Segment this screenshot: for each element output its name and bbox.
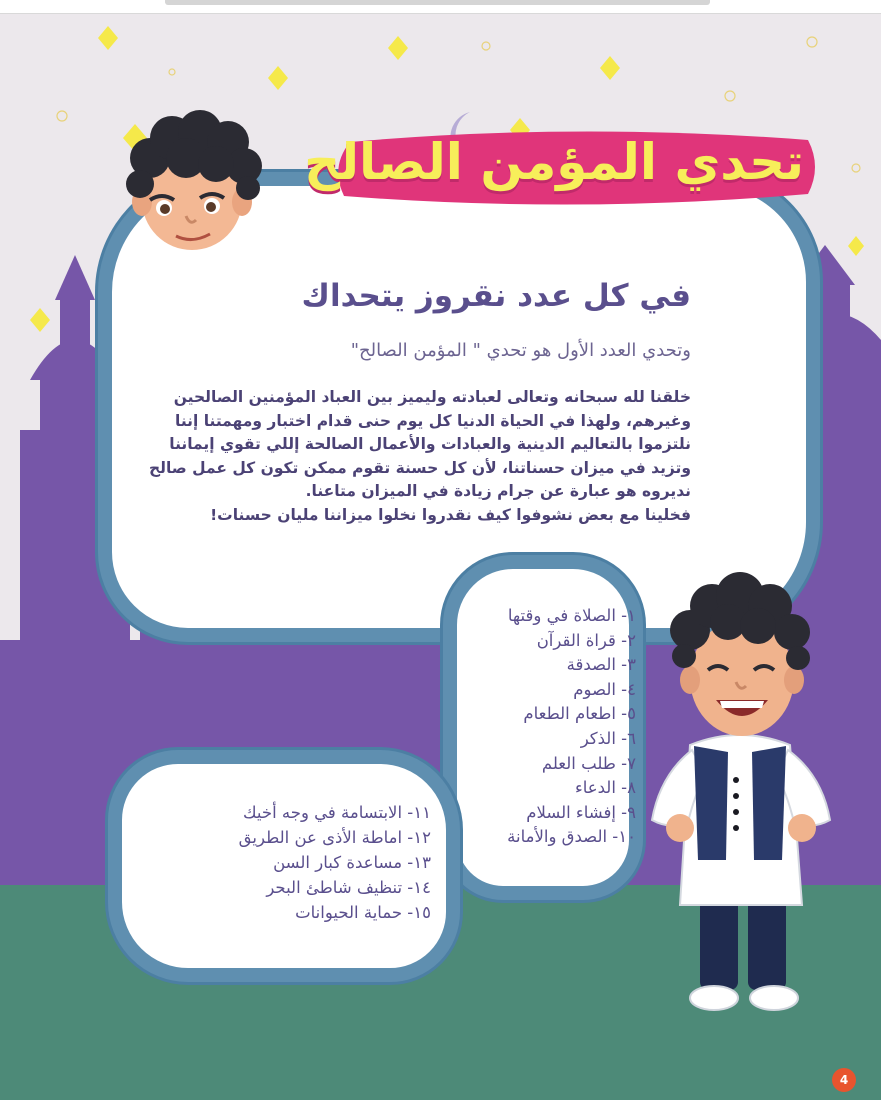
list-item: ١٤- تنظيف شاطئ البحر — [266, 878, 431, 897]
paragraph-line: نلتزموا بالتعاليم الدينية والعبادات والأعمال الصالحة إللي تقوي إيماننا — [169, 435, 691, 453]
boy-character-illustration — [640, 560, 840, 1015]
list-item: ٦- الذكر — [580, 728, 636, 748]
good-deeds-list-two — [239, 800, 431, 925]
intro-paragraph — [148, 386, 691, 527]
challenge-subheading: وتحدي العدد الأول هو تحدي " المؤمن الصالح" — [350, 340, 691, 361]
list-item: ١- الصلاة في وقتها — [507, 606, 636, 625]
good-deeds-list-one — [507, 604, 636, 850]
paragraph-line: فخلينا مع بعض نشوفوا كيف نقدروا نخلوا ميزاننا مليان حسنات! — [210, 505, 691, 524]
list-item: ١١- الابتسامة في وجه أخيك — [243, 803, 431, 822]
list-item: ٩- إفشاء السلام — [526, 802, 636, 822]
title-banner — [304, 122, 820, 212]
paragraph-line: نديروه هو عبارة عن جرام زيادة في الميزان متاعنا. — [305, 482, 691, 500]
list-item: ١٣- مساعدة كبار السن — [273, 853, 431, 872]
list-item: ٤- الصوم — [573, 679, 636, 699]
paragraph-line: وغيرهم، ولهذا في الحياة الدنيا كل يوم حنى قدام اختبار ومهمتنا إننا — [175, 411, 691, 430]
boy-head-illustration — [120, 108, 270, 258]
paragraph-line: خلقنا لله سبحانه وتعالى لعبادته وليميز بين العباد المؤمنين الصالحين — [173, 388, 691, 406]
list-item: ٧- طلب العلم — [541, 753, 636, 773]
page-title: تحدي المؤمن الصالح — [304, 133, 804, 191]
list-item: ٨- الدعاء — [575, 778, 636, 798]
list-item: ١٢- اماطة الأذى عن الطريق — [238, 828, 431, 847]
challenge-heading: في كل عدد نقروز يتحداك — [301, 278, 691, 314]
paragraph-line: وتزيد في ميزان حسناتنا، لأن كل حسنة تقوم ممكن تكون كل عمل صالح — [148, 458, 691, 477]
list-item: ٥- اطعام الطعام — [523, 704, 636, 724]
list-item: ١٥- حماية الحيوانات — [295, 903, 431, 922]
list-item: ٢- قراة القرآن — [536, 630, 636, 650]
list-item: ١٠- الصدق والأمانة — [507, 827, 636, 847]
list-item: ٣- الصدقة — [566, 655, 636, 675]
page-number-badge: 4 — [832, 1068, 856, 1092]
